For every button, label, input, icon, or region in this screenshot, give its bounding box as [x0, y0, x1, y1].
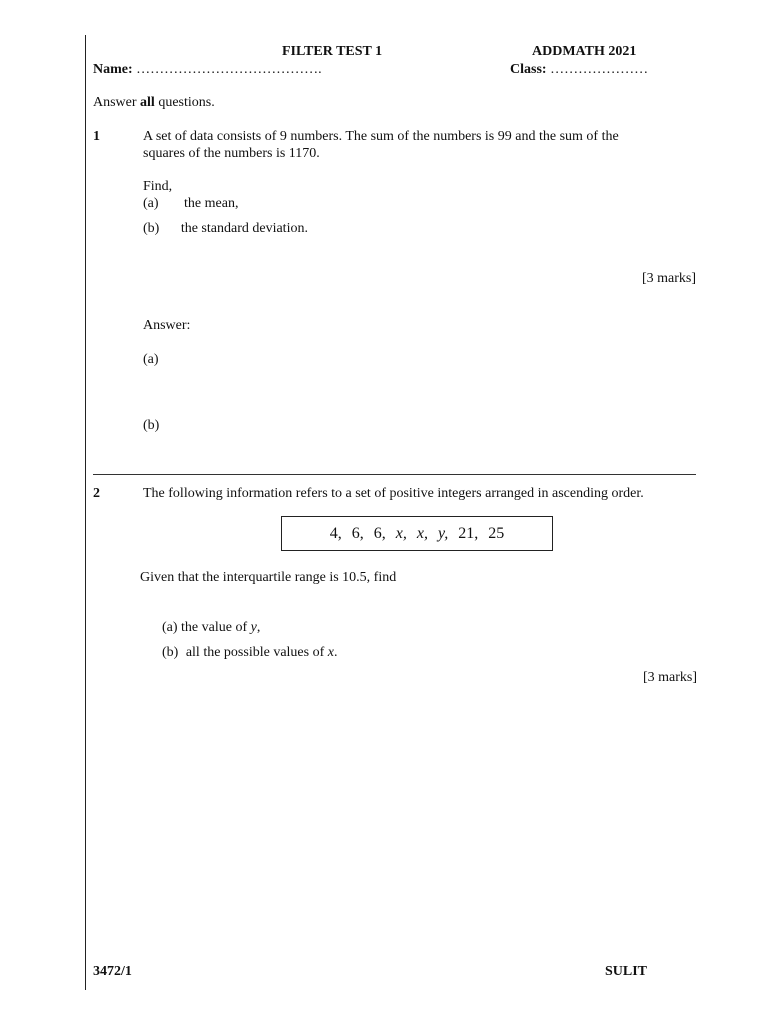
data-value: y,	[438, 525, 449, 542]
q2-part-a-text: the value of	[181, 620, 251, 635]
q2-line1: The following information refers to a set of positive integers arranged in ascending order.	[143, 486, 644, 501]
instruction	[93, 95, 215, 112]
data-value: x,	[416, 525, 428, 542]
data-value: 6,	[373, 525, 386, 542]
data-set-box	[281, 516, 553, 551]
name-label: Name:	[93, 62, 133, 77]
q1-find: Find,	[143, 179, 173, 194]
class-field	[510, 62, 648, 79]
q2-part-a	[162, 620, 260, 637]
q2-part-b	[162, 645, 337, 662]
q1-part-b-label: (b)	[143, 221, 160, 236]
question-separator	[93, 474, 696, 475]
name-dots: ………………………………….	[136, 62, 322, 77]
q2-marks: [3 marks]	[643, 670, 698, 685]
q1-number: 1	[93, 129, 100, 144]
q1-line2: squares of the numbers is 1170.	[143, 146, 320, 161]
q1-answer-b: (b)	[143, 418, 160, 433]
q2-part-b-label: (b)	[162, 645, 179, 660]
class-label: Class:	[510, 62, 547, 77]
instruction-prefix: Answer	[93, 95, 141, 110]
q1-line1: A set of data consists of 9 numbers. The sum of the numbers is 99 and the sum of the	[143, 129, 619, 144]
test-title: FILTER TEST 1	[282, 44, 383, 59]
classification-label: SULIT	[605, 964, 648, 979]
data-value: 25	[488, 525, 505, 542]
q1-part-b-text: the standard deviation.	[180, 221, 308, 236]
instruction-bold: all	[140, 95, 155, 110]
q2-part-b-text: all the possible values of	[185, 645, 328, 660]
q1-part-a-text: the mean,	[184, 196, 239, 211]
name-field	[93, 62, 322, 79]
data-value: 21,	[458, 525, 479, 542]
q1-answer-label: Answer:	[143, 318, 191, 333]
q2-part-a-label: (a)	[162, 620, 178, 635]
paper-code: 3472/1	[93, 964, 132, 979]
q2-number: 2	[93, 486, 100, 501]
q2-part-b-var: x	[327, 645, 334, 660]
data-value: x,	[395, 525, 407, 542]
q2-part-a-end: ,	[256, 620, 261, 635]
q1-marks: [3 marks]	[642, 271, 697, 286]
q2-given: Given that the interquartile range is 10.5, find	[140, 570, 397, 585]
instruction-suffix: questions.	[154, 95, 215, 110]
class-dots: …………………	[550, 62, 649, 77]
page-margin-line	[85, 35, 86, 990]
q1-answer-a: (a)	[143, 352, 159, 367]
subject-label: ADDMATH 2021	[532, 44, 637, 59]
q1-part-b	[143, 221, 308, 238]
q2-part-b-end: .	[333, 645, 338, 660]
data-value: 4,	[329, 525, 342, 542]
q1-part-a	[143, 196, 238, 213]
q2-part-a-var: y	[250, 620, 257, 635]
data-value: 6,	[351, 525, 364, 542]
q1-part-a-label: (a)	[143, 196, 159, 211]
